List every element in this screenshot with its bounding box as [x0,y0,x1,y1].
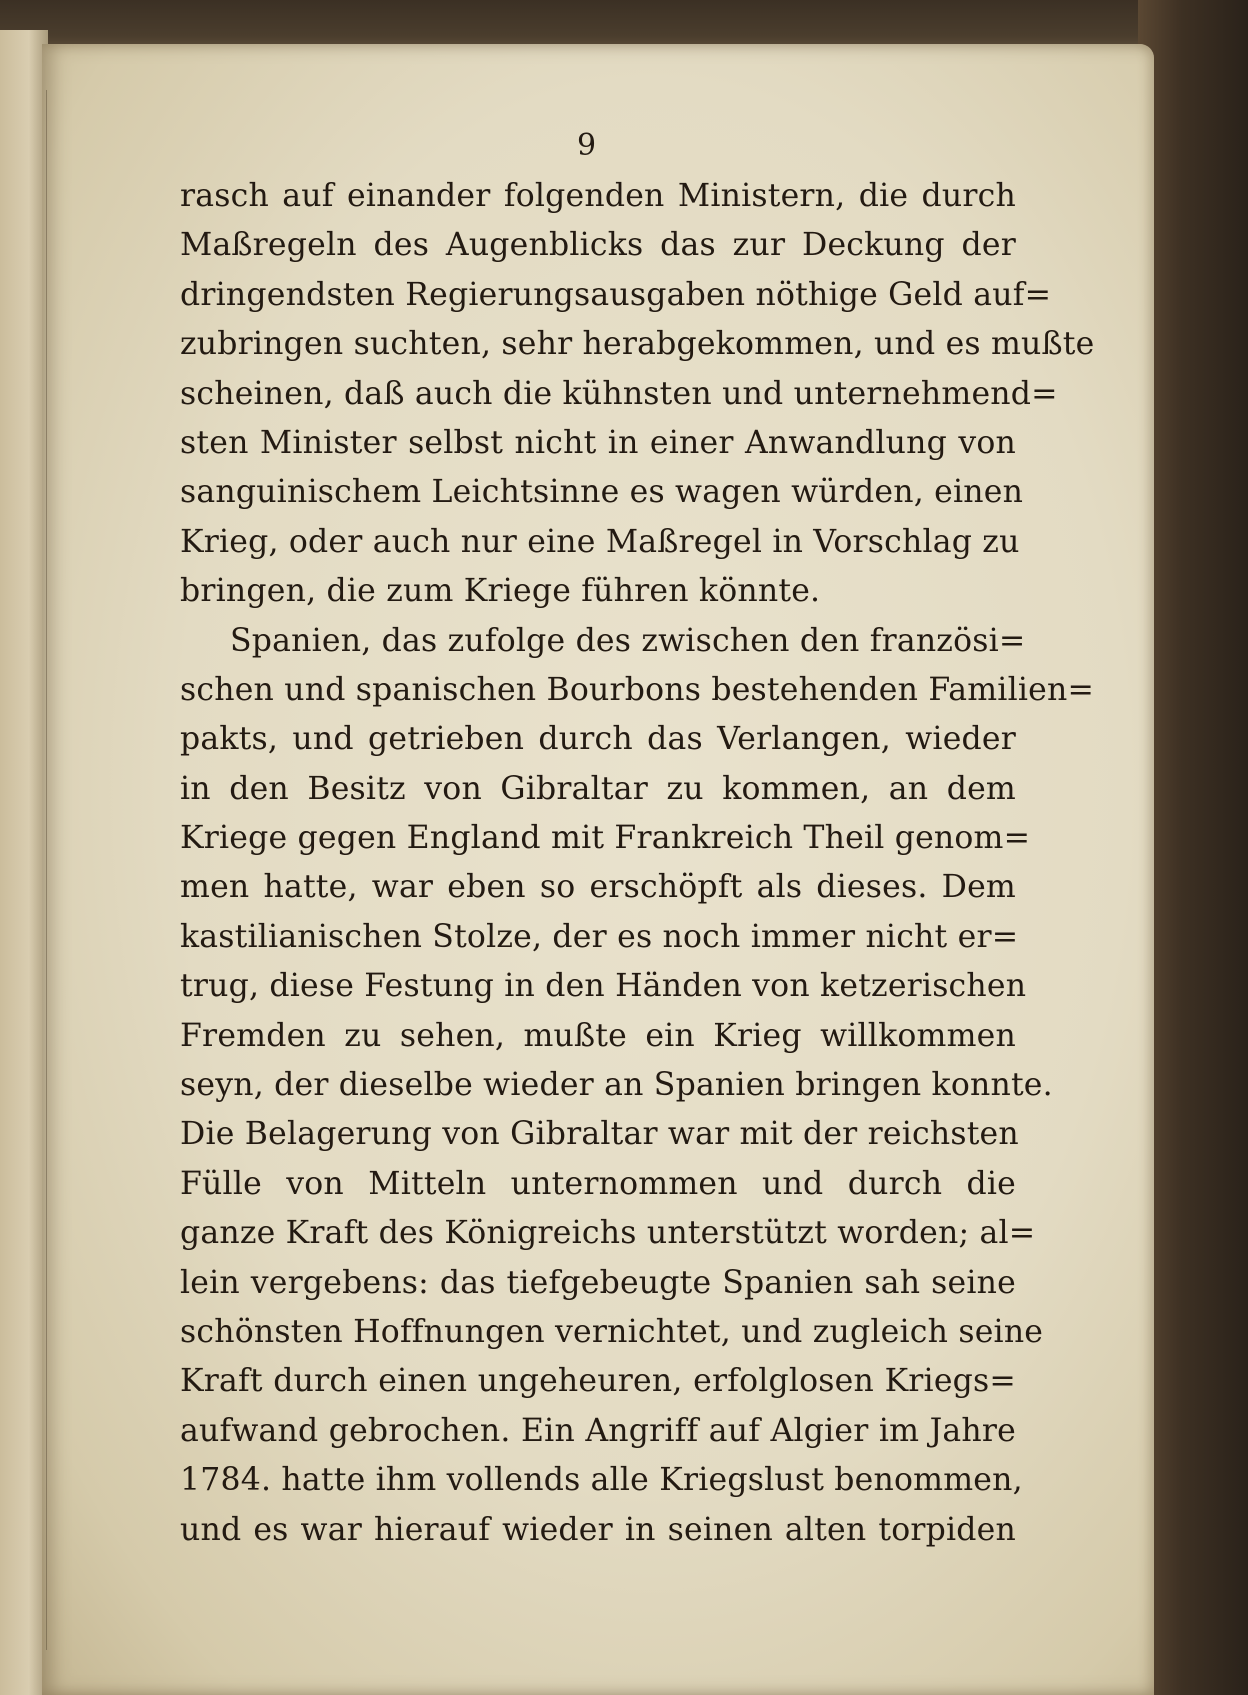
text-line: pakts, und getrieben durch das Verlangen, wieder [180,721,1016,758]
book-cover-right-edge [1138,0,1248,1695]
text-line: bringen, die zum Kriege führen könnte. [180,573,821,610]
gutter-line [46,90,47,1650]
text-line: Fremden zu sehen, mußte ein Krieg willkommen [180,1017,1016,1054]
facing-page-edge [0,30,48,1695]
text-line: Die Belagerung von Gibraltar war mit der reichsten [180,1116,1019,1153]
text-line: sanguinischem Leichtsinne es wagen würden, einen [180,474,1024,511]
paragraph-start-line: Spanien, das zufolge des zwischen den französi= [230,622,1026,659]
text-line: dringendsten Regierungsausgaben nöthige Geld auf= [180,276,1052,313]
text-line: zubringen suchten, sehr herabgekommen, und es mußte [180,326,1095,363]
text-line: Maßregeln des Augenblicks das zur Deckung der [180,227,1016,264]
text-line: schen und spanischen Bourbons bestehenden Familien= [180,671,1095,708]
page-number: 9 [577,128,597,163]
text-line: seyn, der dieselbe wieder an Spanien bringen konnte. [180,1067,1053,1104]
text-line: Kriege gegen England mit Frankreich Theil genom= [180,820,1031,857]
text-line: lein vergebens: das tiefgebeugte Spanien sah seine [180,1264,1016,1301]
text-line: men hatte, war eben so erschöpft als dieses. Dem [180,869,1016,906]
text-line: Krieg, oder auch nur eine Maßregel in Vorschlag zu [180,523,1020,560]
body-text [180,172,1095,1555]
text-line: Kraft durch einen ungeheuren, erfolglosen Kriegs= [180,1363,1016,1400]
text-line: in den Besitz von Gibraltar zu kommen, an dem [180,770,1016,807]
text-line: kastilianischen Stolze, der es noch immer nicht er= [180,918,1019,955]
text-line: sten Minister selbst nicht in einer Anwandlung von [180,424,1016,461]
text-line: ganze Kraft des Königreichs unterstützt worden; al= [180,1215,1036,1252]
text-line: schönsten Hoffnungen vernichtet, und zugleich seine [180,1313,1044,1350]
text-line: und es war hierauf wieder in seinen alten torpiden [180,1511,1016,1548]
text-line: rasch auf einander folgenden Ministern, die durch [180,178,1016,214]
text-line: Fülle von Mitteln unternommen und durch die [180,1165,1016,1202]
text-line: scheinen, daß auch die kühnsten und unternehmend= [180,375,1058,412]
text-line: trug, diese Festung in den Händen von ketzerischen [180,968,1027,1005]
text-line: 1784. hatte ihm vollends alle Kriegslust benommen, [180,1462,1023,1499]
text-line: aufwand gebrochen. Ein Angriff auf Algier im Jahre [180,1412,1016,1449]
